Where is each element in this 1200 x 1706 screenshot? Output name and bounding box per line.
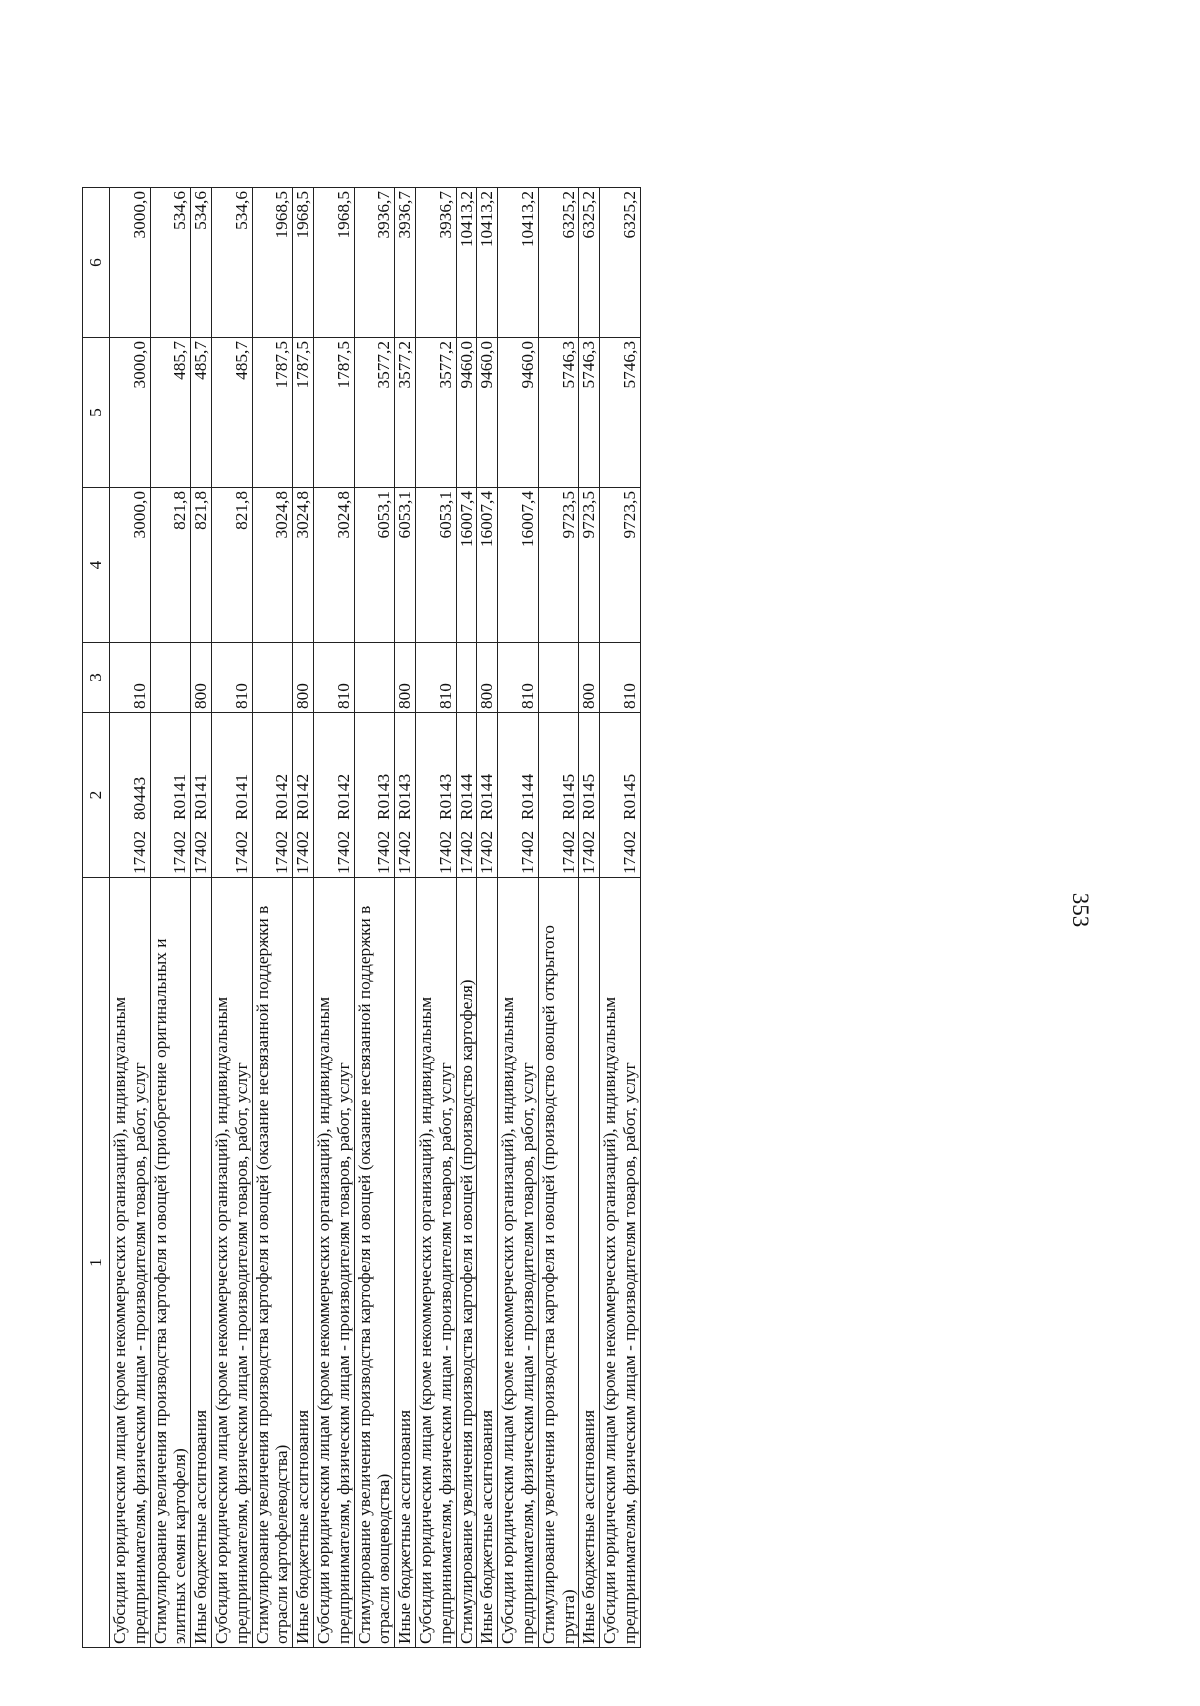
- row-type: [538, 643, 579, 713]
- table-row: [354, 188, 395, 1648]
- row-value-5: 1787,5: [293, 338, 314, 488]
- row-code-target: R0142: [293, 773, 313, 820]
- row-value-5: 5746,3: [579, 338, 600, 488]
- row-value-5: 1787,5: [252, 338, 293, 488]
- row-code-section: 17402: [333, 830, 353, 874]
- row-code-target: R0143: [395, 773, 415, 820]
- row-code-section: 17402: [456, 830, 476, 874]
- budget-table: [82, 187, 641, 1648]
- row-value-5: 485,7: [211, 338, 252, 488]
- row-name: Стимулирование увеличения производства картофеля и овощей (приобретение оригинальных и элитных семян картофеля): [150, 878, 191, 1648]
- row-value-5: 3577,2: [395, 338, 416, 488]
- col-header-6: 6: [83, 188, 110, 338]
- row-code-target: R0144: [517, 773, 537, 820]
- row-code-target: 80443: [129, 776, 149, 820]
- row-value-4: 6053,1: [354, 488, 395, 643]
- row-code: [498, 713, 539, 878]
- row-value-4: 16007,4: [498, 488, 539, 643]
- row-value-5: 485,7: [191, 338, 212, 488]
- row-value-6: 534,6: [211, 188, 252, 338]
- table-row: [150, 188, 191, 1648]
- table-row: [477, 188, 498, 1648]
- row-value-6: 3936,7: [415, 188, 456, 338]
- row-type: [456, 643, 477, 713]
- row-type: [354, 643, 395, 713]
- row-name: Иные бюджетные ассигнования: [579, 878, 600, 1648]
- row-value-4: 16007,4: [456, 488, 477, 643]
- row-code-target: R0144: [456, 773, 476, 820]
- table-body: [110, 188, 641, 1648]
- row-name: Субсидии юридическим лицам (кроме некоммерческих организаций), индивидуальным предпринимателям, физическим лицам - производителям товаров, работ, услуг: [110, 878, 151, 1648]
- row-type: 810: [600, 643, 641, 713]
- row-value-4: 9723,5: [538, 488, 579, 643]
- row-code: [252, 713, 293, 878]
- row-code-target: R0143: [435, 773, 455, 820]
- row-code: [110, 713, 151, 878]
- page-number: 353: [1068, 892, 1093, 928]
- row-code-target: R0145: [558, 773, 578, 820]
- table-row: [498, 188, 539, 1648]
- table-row: [110, 188, 151, 1648]
- row-value-6: 6325,2: [579, 188, 600, 338]
- row-code-target: R0142: [272, 773, 292, 820]
- rotated-page-content: [82, 188, 1060, 1648]
- row-value-6: 10413,2: [477, 188, 498, 338]
- row-type: 800: [191, 643, 212, 713]
- row-value-4: 821,8: [150, 488, 191, 643]
- row-type: 800: [477, 643, 498, 713]
- row-code: [150, 713, 191, 878]
- row-value-4: 9723,5: [600, 488, 641, 643]
- row-value-4: 9723,5: [579, 488, 600, 643]
- row-type: 810: [211, 643, 252, 713]
- row-name: Иные бюджетные ассигнования: [191, 878, 212, 1648]
- row-value-6: 6325,2: [538, 188, 579, 338]
- table-row: [313, 188, 354, 1648]
- row-code: [354, 713, 395, 878]
- row-value-4: 6053,1: [395, 488, 416, 643]
- row-value-4: 6053,1: [415, 488, 456, 643]
- row-code-section: 17402: [231, 830, 251, 874]
- row-code-target: R0142: [333, 773, 353, 820]
- row-value-6: 3936,7: [395, 188, 416, 338]
- row-code: [211, 713, 252, 878]
- table-row: [395, 188, 416, 1648]
- row-code: [579, 713, 600, 878]
- row-code: [538, 713, 579, 878]
- row-code-section: 17402: [619, 830, 639, 874]
- row-code: [293, 713, 314, 878]
- row-code-section: 17402: [374, 830, 394, 874]
- row-code-section: 17402: [395, 830, 415, 874]
- row-code-section: 17402: [558, 830, 578, 874]
- row-code-section: 17402: [517, 830, 537, 874]
- row-code: [313, 713, 354, 878]
- table-row: [600, 188, 641, 1648]
- row-code: [191, 713, 212, 878]
- table-row: [456, 188, 477, 1648]
- row-code: [600, 713, 641, 878]
- table-row: [415, 188, 456, 1648]
- row-value-5: 485,7: [150, 338, 191, 488]
- row-code-section: 17402: [191, 830, 211, 874]
- table-row: [252, 188, 293, 1648]
- row-code-target: R0141: [191, 773, 211, 820]
- row-code: [395, 713, 416, 878]
- row-name: Иные бюджетные ассигнования: [395, 878, 416, 1648]
- row-type: 800: [579, 643, 600, 713]
- row-name: Стимулирование увеличения производства картофеля и овощей (оказание несвязанной поддержки в отрасли картофелеводства): [252, 878, 293, 1648]
- row-value-6: 534,6: [150, 188, 191, 338]
- row-value-6: 10413,2: [498, 188, 539, 338]
- row-type: [150, 643, 191, 713]
- row-value-4: 3024,8: [293, 488, 314, 643]
- row-value-6: 3936,7: [354, 188, 395, 338]
- row-code-target: R0145: [619, 773, 639, 820]
- row-name: Иные бюджетные ассигнования: [477, 878, 498, 1648]
- row-type: 810: [498, 643, 539, 713]
- row-value-4: 3024,8: [252, 488, 293, 643]
- row-code-section: 17402: [129, 830, 149, 874]
- row-value-6: 1968,5: [313, 188, 354, 338]
- row-value-4: 821,8: [191, 488, 212, 643]
- row-code-section: 17402: [170, 830, 190, 874]
- row-type: 810: [313, 643, 354, 713]
- row-value-6: 10413,2: [456, 188, 477, 338]
- row-value-5: 9460,0: [456, 338, 477, 488]
- col-header-3: 3: [83, 643, 110, 713]
- row-value-6: 3000,0: [110, 188, 151, 338]
- row-code: [415, 713, 456, 878]
- row-type: 800: [293, 643, 314, 713]
- row-value-5: 5746,3: [538, 338, 579, 488]
- row-code-target: R0141: [170, 773, 190, 820]
- row-value-6: 6325,2: [600, 188, 641, 338]
- row-value-5: 5746,3: [600, 338, 641, 488]
- col-header-1: 1: [83, 878, 110, 1648]
- row-name: Субсидии юридическим лицам (кроме некоммерческих организаций), индивидуальным предпринимателям, физическим лицам - производителям товаров, работ, услуг: [600, 878, 641, 1648]
- row-value-5: 3000,0: [110, 338, 151, 488]
- row-name: Стимулирование увеличения производства картофеля и овощей (оказание несвязанной поддержки в отрасли овощеводства): [354, 878, 395, 1648]
- table-row: [191, 188, 212, 1648]
- row-value-5: 1787,5: [313, 338, 354, 488]
- row-value-4: 821,8: [211, 488, 252, 643]
- row-code-section: 17402: [579, 830, 599, 874]
- row-code-section: 17402: [272, 830, 292, 874]
- table-row: [579, 188, 600, 1648]
- row-value-5: 9460,0: [477, 338, 498, 488]
- row-name: Субсидии юридическим лицам (кроме некоммерческих организаций), индивидуальным предпринимателям, физическим лицам - производителям товаров, работ, услуг: [498, 878, 539, 1648]
- row-value-5: 3577,2: [415, 338, 456, 488]
- row-name: Стимулирование увеличения производства картофеля и овощей (производство овощей открытого грунта): [538, 878, 579, 1648]
- row-value-6: 1968,5: [293, 188, 314, 338]
- row-name: Субсидии юридическим лицам (кроме некоммерческих организаций), индивидуальным предпринимателям, физическим лицам - производителям товаров, работ, услуг: [211, 878, 252, 1648]
- row-name: Субсидии юридическим лицам (кроме некоммерческих организаций), индивидуальным предпринимателям, физическим лицам - производителям товаров, работ, услуг: [313, 878, 354, 1648]
- row-value-6: 534,6: [191, 188, 212, 338]
- row-code-section: 17402: [293, 830, 313, 874]
- table-row: [538, 188, 579, 1648]
- row-code-section: 17402: [477, 830, 497, 874]
- header-row: [83, 188, 110, 1648]
- row-value-4: 3024,8: [313, 488, 354, 643]
- row-name: Субсидии юридическим лицам (кроме некоммерческих организаций), индивидуальным предпринимателям, физическим лицам - производителям товаров, работ, услуг: [415, 878, 456, 1648]
- row-code-target: R0144: [477, 773, 497, 820]
- row-type: 810: [110, 643, 151, 713]
- row-name: Стимулирование увеличения производства картофеля и овощей (производство картофеля): [456, 878, 477, 1648]
- col-header-2: 2: [83, 713, 110, 878]
- row-code-target: R0141: [231, 773, 251, 820]
- col-header-4: 4: [83, 488, 110, 643]
- table-row: [211, 188, 252, 1648]
- row-code: [456, 713, 477, 878]
- col-header-5: 5: [83, 338, 110, 488]
- row-value-6: 1968,5: [252, 188, 293, 338]
- row-code-section: 17402: [435, 830, 455, 874]
- table-row: [293, 188, 314, 1648]
- row-type: [252, 643, 293, 713]
- row-value-5: 9460,0: [498, 338, 539, 488]
- row-type: 810: [415, 643, 456, 713]
- row-value-5: 3577,2: [354, 338, 395, 488]
- row-name: Иные бюджетные ассигнования: [293, 878, 314, 1648]
- row-code-target: R0143: [374, 773, 394, 820]
- row-code: [477, 713, 498, 878]
- row-value-4: 3000,0: [110, 488, 151, 643]
- row-type: 800: [395, 643, 416, 713]
- row-code-target: R0145: [579, 773, 599, 820]
- row-value-4: 16007,4: [477, 488, 498, 643]
